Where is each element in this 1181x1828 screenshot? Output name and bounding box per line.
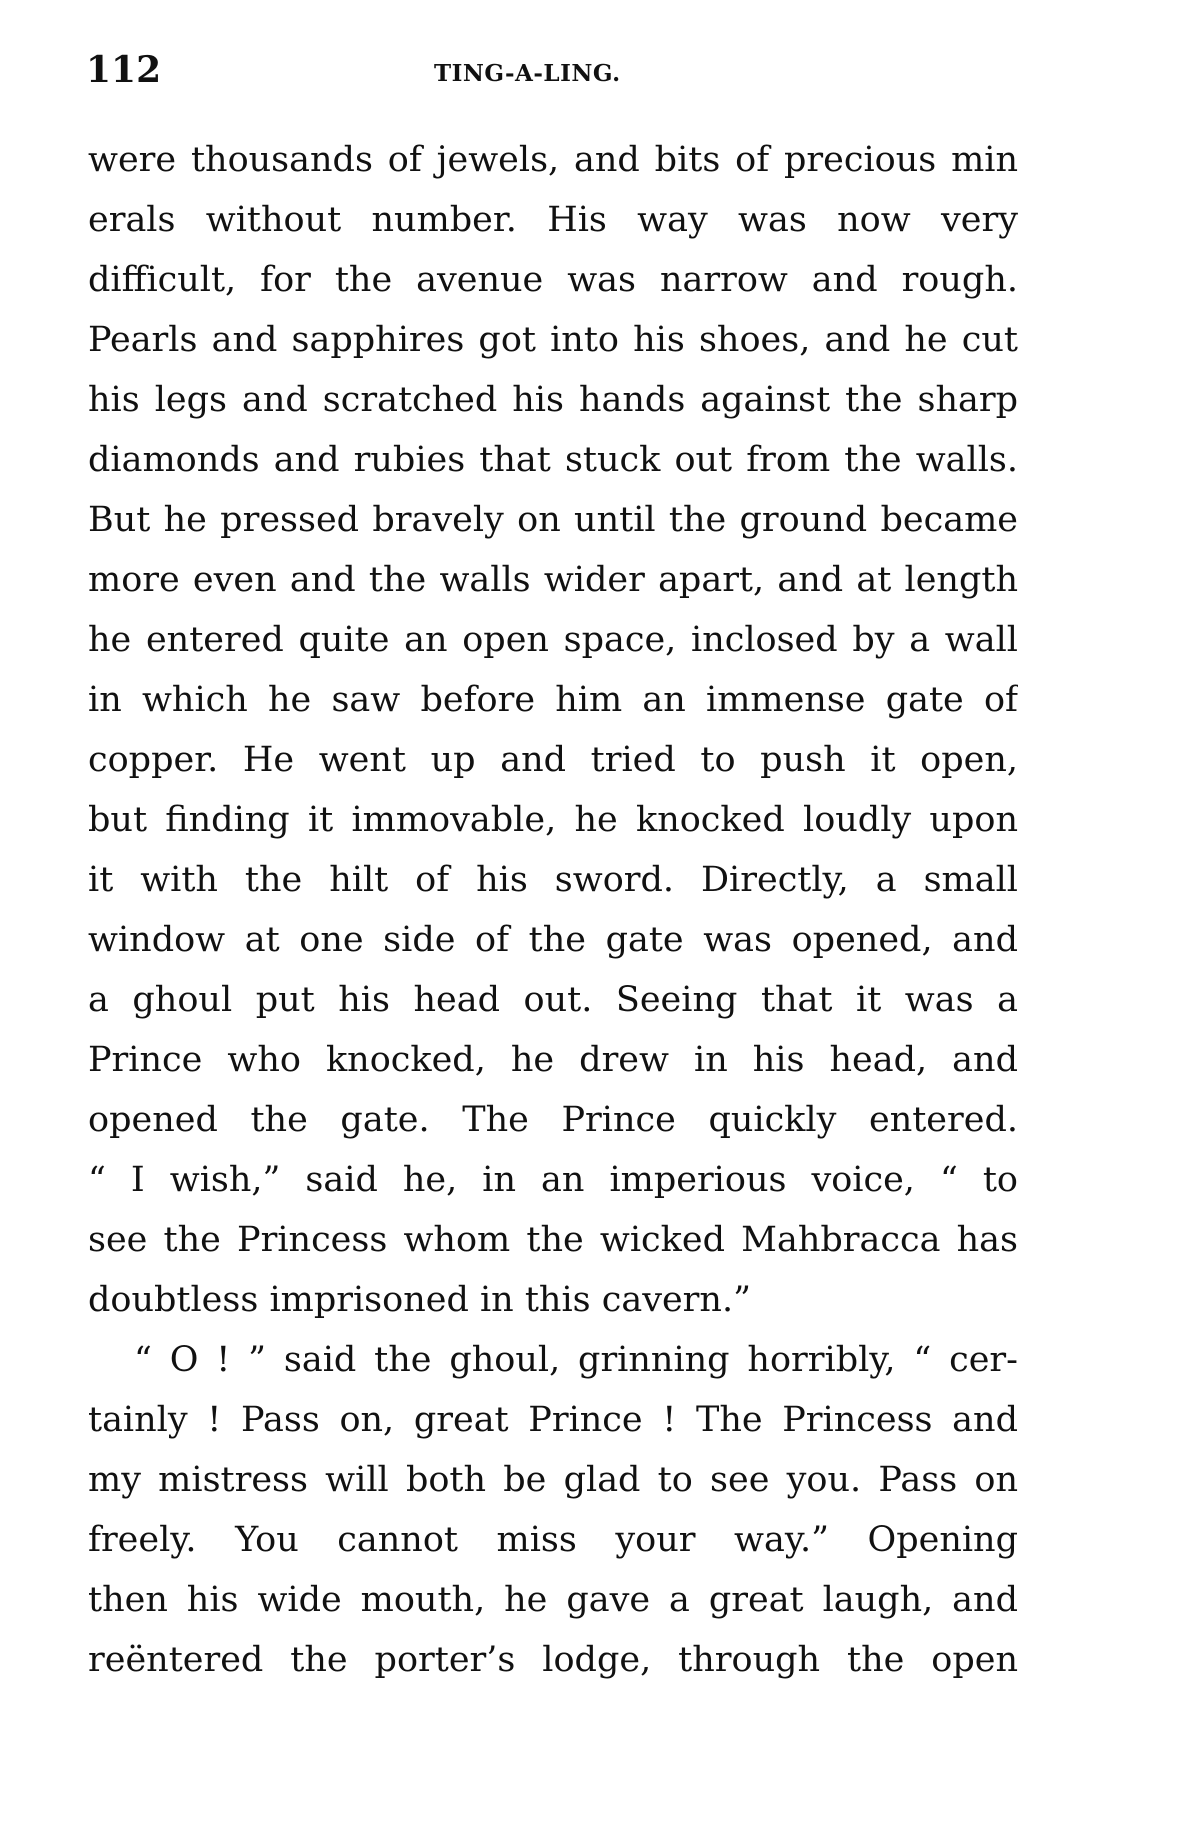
text-line: my mistress will both be glad to see you. Pass on [88, 1460, 1018, 1500]
text-line: “ O ! ” said the ghoul, grinning horribly, “ cer- [134, 1340, 1018, 1380]
text-line: diamonds and rubies that stuck out from the walls. [88, 440, 1018, 480]
text-line: it with the hilt of his sword. Directly, a small [88, 860, 1018, 900]
text-line: then his wide mouth, he gave a great laugh, and [88, 1580, 1018, 1620]
text-line: erals without number. His way was now very [88, 200, 1018, 240]
text-line: in which he saw before him an immense gate of [88, 680, 1018, 720]
text-line: a ghoul put his head out. Seeing that it was a [88, 980, 1018, 1020]
text-line: he entered quite an open space, inclosed by a wall [88, 620, 1018, 660]
text-line: doubtless imprisoned in this cavern.” [88, 1280, 751, 1320]
running-title: TING-A-LING. [434, 60, 621, 87]
text-line: window at one side of the gate was opened, and [88, 920, 1018, 960]
text-line: freely. You cannot miss your way.” Opening [88, 1520, 1018, 1560]
text-line: were thousands of jewels, and bits of precious min [88, 140, 1018, 180]
text-line: more even and the walls wider apart, and at length [88, 560, 1018, 600]
text-line: but finding it immovable, he knocked loudly upon [88, 800, 1018, 840]
text-line: “ I wish,” said he, in an imperious voice, “ to [88, 1160, 1018, 1200]
text-line: But he pressed bravely on until the ground became [88, 500, 1018, 540]
text-line: his legs and scratched his hands against the sharp [88, 380, 1018, 420]
text-line: reëntered the porter’s lodge, through the open [88, 1640, 1018, 1680]
text-line: Prince who knocked, he drew in his head, and [88, 1040, 1018, 1080]
page-number: 112 [86, 49, 162, 91]
text-line: opened the gate. The Prince quickly entered. [88, 1100, 1018, 1140]
text-line: difficult, for the avenue was narrow and rough. [88, 260, 1018, 300]
text-line: copper. He went up and tried to push it open, [88, 740, 1018, 780]
body-text [88, 130, 1018, 1690]
text-line: see the Princess whom the wicked Mahbracca has [88, 1220, 1018, 1260]
text-line: tainly ! Pass on, great Prince ! The Princess and [88, 1400, 1018, 1440]
text-line: Pearls and sapphires got into his shoes, and he cut [88, 320, 1018, 360]
